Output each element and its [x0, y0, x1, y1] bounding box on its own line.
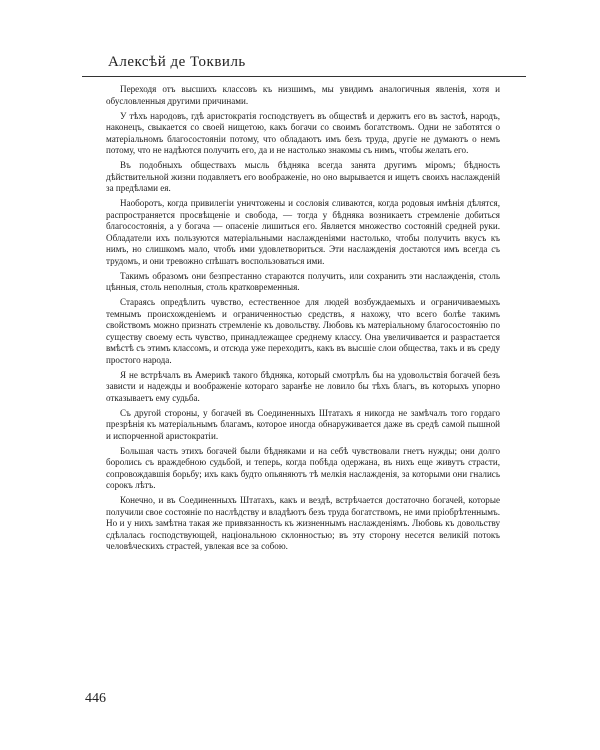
paragraph: Съ другой стороны, у богачей въ Соединенныхъ Штатахъ я никогда не замѣчалъ того гордаго презрѣнія къ матеріальнымъ благамъ, которое иногда обнаруживается даже въ средѣ самой пышной и испорченной аристократіи.: [106, 407, 500, 441]
body-text: [106, 84, 500, 556]
paragraph: Переходя отъ высшихъ классовъ къ низшимъ, мы увидимъ аналогичныя явленія, хотя и обусловленныя другими причинами.: [106, 84, 500, 106]
paragraph: Наоборотъ, когда привилегіи уничтожены и сословія сливаются, когда родовыя имѣнія дѣлятся, распространяется просвѣщеніе и свобода, — тогда у бѣдняка возникаетъ стремленіе добиться благосостоянія, а у богача — опасеніе лишиться его. Является множество состояній средней руки. Обладатели ихъ пользуются матеріальными наслажденіями настолько, чтобы получить вкусъ къ нимъ, но слишкомъ мало, чтобъ ими удовлетвориться. Эти наслажденія достаются имъ всегда съ трудомъ, и они тревожно спѣшатъ воспользоваться ими.: [106, 198, 500, 266]
page-number: 446: [85, 691, 106, 706]
page-header: [82, 54, 526, 77]
paragraph: Въ подобныхъ обществахъ мысль бѣдняка всегда занята другимъ міромъ; бѣдность дѣйствительной жизни подавляетъ его воображеніе, но оно вырывается и ищетъ своихъ наслажденій за предѣлами ея.: [106, 160, 500, 193]
header-rule: [82, 76, 526, 77]
paragraph: Стараясь опредѣлить чувство, естественное для людей возбуждаемыхъ и ограничиваемыхъ темнымъ происхожденіемъ и ограниченностью средствъ, я нахожу, что всего болѣе такимъ свойствомъ можно признать стремленіе къ довольству. Любовь къ матеріальному благосостоянію по существу своему есть чувство, принадлежащее среднему классу. Она увеличивается и разрастается вмѣстѣ съ этимъ классомъ, и отсюда уже переходитъ, какъ въ высшіе слои общества, такъ и въ среду простого народа.: [106, 297, 500, 365]
paragraph: Конечно, и въ Соединенныхъ Штатахъ, какъ и вездѣ, встрѣчается достаточно богачей, которые получили свое состояніе по наслѣдству и владѣютъ безъ труда богатствомъ, не ими пріобрѣтеннымъ. Но и у нихъ замѣтна такая же привязанность къ жизненнымъ наслажденіямъ. Любовь къ довольству сдѣлалась господствующей, національною склонностью; въ эту сторону несется великій потокъ человѣческихъ страстей, увлекая все за собою.: [106, 495, 500, 551]
paragraph: Большая часть этихъ богачей были бѣдняками и на себѣ чувствовали гнетъ нужды; они долго боролись съ враждебною судьбой, и теперь, когда побѣда одержана, въ нихъ еще живутъ страсти, сопровождавшія борьбу; ихъ какъ будто опьяняютъ тѣ мелкія наслажденія, за которыми они гнались сорокъ лѣтъ.: [106, 445, 500, 490]
paragraph: Такимъ образомъ они безпрестанно стараются получить, или сохранить эти наслажденія, столь цѣнныя, столь неполныя, столь кратковременныя.: [106, 270, 500, 292]
paragraph: У тѣхъ народовъ, гдѣ аристократія господствуетъ въ обществѣ и держитъ его въ застоѣ, народъ, наконецъ, свыкается со своей нищетою, какъ богачи со своимъ богатствомъ. Одни не заботятся о матеріальномъ благосостояніи потому, что обладаютъ имъ безъ труда, другіе не думаютъ о немъ потому, что не надѣются получить его, да и не настолько знакомы съ нимъ, чтобы желать его.: [106, 110, 500, 155]
paragraph: Я не встрѣчалъ въ Америкѣ такого бѣдняка, который смотрѣлъ бы на удовольствія богачей безъ зависти и надежды и воображеніе котораго заранѣе не ловило бы тѣхъ благъ, въ которыхъ упорно отказываетъ ему судьба.: [106, 369, 500, 403]
running-head: Алексѣй де Токвиль: [108, 54, 246, 70]
